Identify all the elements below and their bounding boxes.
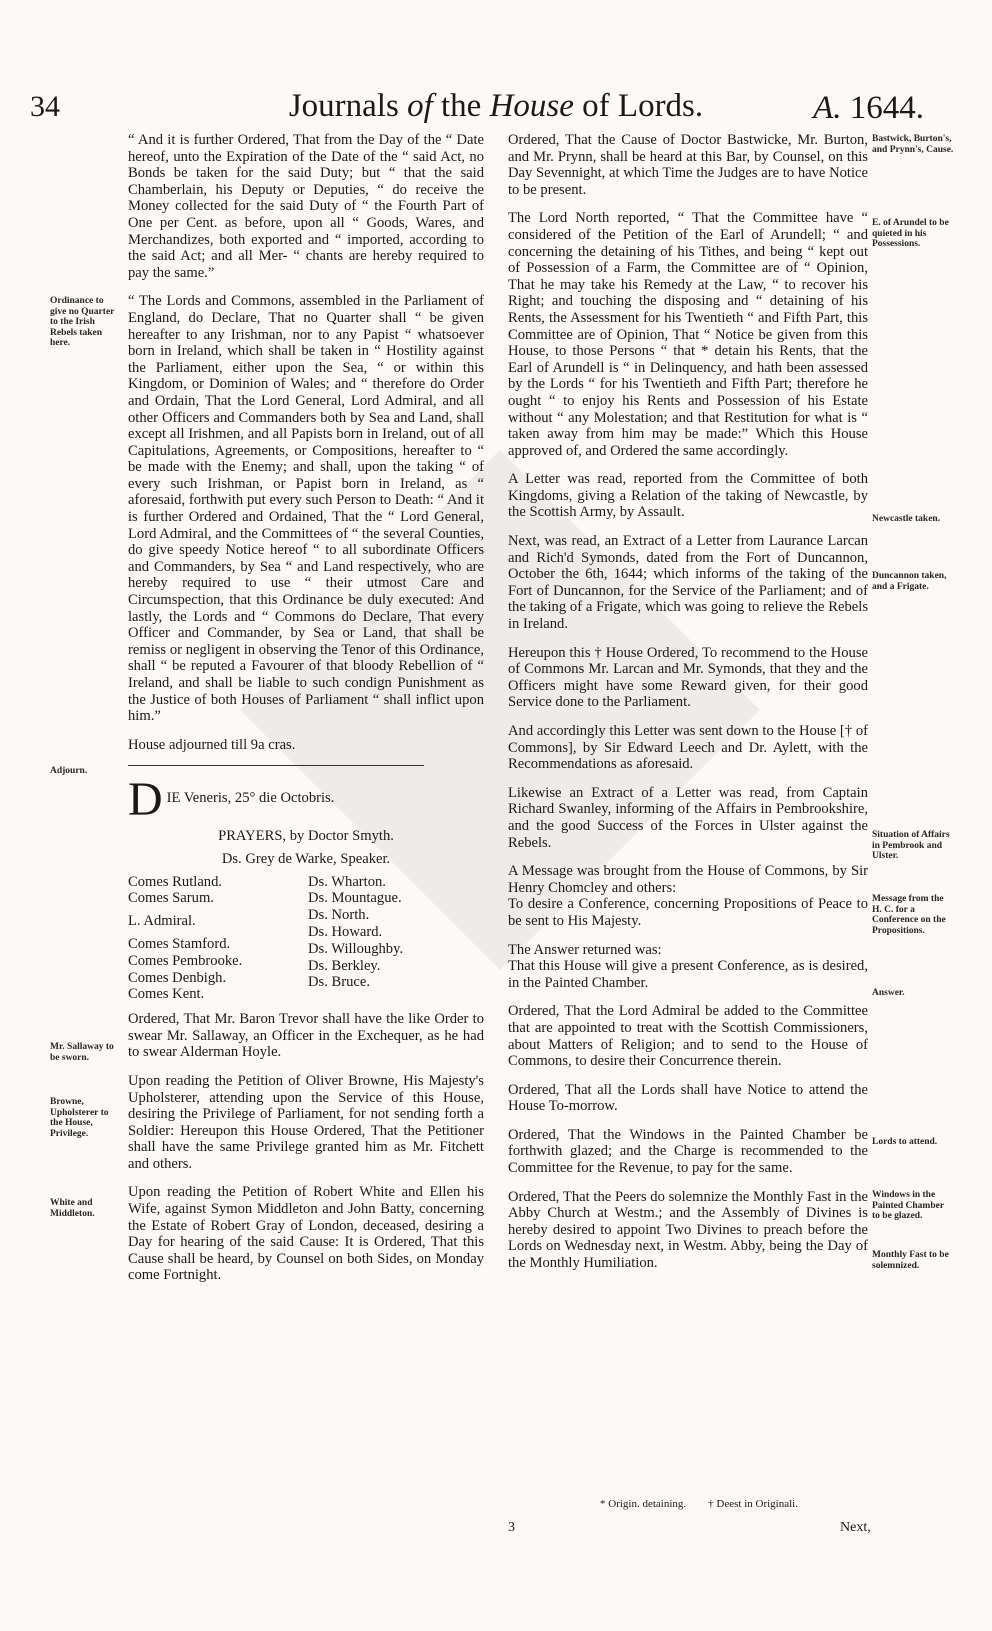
page-header bbox=[0, 60, 992, 126]
margin-note-swanley: Situation of Affairs in Pembrook and Ulster. bbox=[872, 830, 950, 861]
message-paragraph-1: A Message was brought from the House of Commons, by Sir Henry Chomcley and others: bbox=[508, 863, 868, 896]
swanley-paragraph: Likewise an Extract of a Letter was read, from Captain Richard Swanley, informing of the Affairs in Pembrookshire, and the good Success of the Forces in Ulster against the Rebels. bbox=[508, 784, 868, 851]
page-number: 34 bbox=[30, 90, 60, 123]
section-divider bbox=[128, 765, 424, 766]
margin-note-adjourn: Adjourn. bbox=[50, 766, 88, 776]
journal-title: Journals of the House of Lords. bbox=[288, 88, 704, 124]
lords-notice-paragraph: Ordered, That all the Lords shall have Notice to attend the House To-morrow. bbox=[508, 1081, 868, 1115]
answer-paragraph: That this House will give a present Conference, as is desired, in the Painted Chamber. bbox=[508, 958, 868, 991]
duncannon-paragraph: Next, was read, an Extract of a Letter from Laurance Larcan and Rich'd Symonds, dated from the Fort of Duncannon, October the 6th, 1644; which informs of the taking of the Fort of Duncannon, for the Service of the Parliament; and of the taking of a Frigate, which was going to relieve the Rebels in Ireland. bbox=[508, 533, 868, 633]
signature-mark: 3 bbox=[508, 1520, 515, 1535]
white-middleton-paragraph: Upon reading the Petition of Robert White and Ellen his Wife, against Symon Middleton and John Batty, concerning the Estate of Robert Gray of London, deceased, desiring a Day for hearing of the said Cause: It is Ordered, That this Cause shall be heard, by Counsel on both Sides, on Monday come Fortnight. bbox=[128, 1184, 484, 1284]
continued-ordinance-paragraph: “ And it is further Ordered, That from the Day of the “ Date hereof, unto the Expiration of the Date of the “ said Act, no Bonds be taken for the said Duty; but “ that the said Chamberlain, his Deputy or Deputies, “ do receive the Money collected for the said Duty of “ the Fourth Part of One per Cent. as before, upon all “ Goods, Wares, and Merchandizes, both exported and “ imported, according to the said Act; and all Mer- “ chants are hereby required to pay the same.” bbox=[128, 132, 484, 281]
footnote-2: † Deest in Originali. bbox=[708, 1498, 798, 1510]
margin-note-duncannon: Duncannon taken, and a Frigate. bbox=[872, 571, 947, 592]
margin-note-white: White and Middleton. bbox=[50, 1198, 95, 1219]
monthly-fast-paragraph: Ordered, That the Peers do solemnize the Monthly Fast in the Abby Church at Westm.; and the Assembly of Divines is hereby desired to appoint Two Divines to preach before the Lords on Wednesday next, in Westm. Abby, being the Day of the Monthly Humiliation. bbox=[508, 1188, 868, 1272]
lords-column-2: Ds. Wharton. Ds. Mountague. Ds. North. Ds. Howard. Ds. Willoughby. Ds. Berkley. Ds. Bruce. bbox=[308, 873, 404, 991]
margin-note-sallaway: Mr. Sallaway to be sworn. bbox=[50, 1042, 114, 1063]
speaker-line: Ds. Grey de Warke, Speaker. bbox=[221, 850, 391, 867]
sallaway-paragraph: Ordered, That Mr. Baron Trevor shall have the like Order to swear Mr. Sallaway, an Officer in the Exchequer, as he had to swear Alderman Hoyle. bbox=[128, 1011, 484, 1061]
day-heading: D IE Veneris, 25° die Octobris. bbox=[128, 773, 335, 827]
windows-paragraph: Ordered, That the Windows in the Painted Chamber be forthwith glazed; and the Charge is recommended to the Committee for the Revenue, to pay for the same. bbox=[508, 1126, 868, 1177]
margin-note-arundel: E. of Arundel to be quieted in his Possessions. bbox=[872, 218, 949, 249]
prayers-line: PRAYERS, by Doctor Smyth. bbox=[218, 828, 394, 845]
no-quarter-ordinance-paragraph: “ The Lords and Commons, assembled in the Parliament of England, do Declare, That no Quarter shall “ be given hereafter to any Irishman, nor to any Papist “ whatsoever born in Ireland, which shall be taken in “ Hostility against the Parliament, either upon the Sea, “ or within this Kingdom, or Dominion of Wales; and “ therefore do Order and Ordain, That the Lord General, Lord Admiral, and all other Officers and Commanders both by Sea and Land, shall except all Irishmen, and all Papists born in Ireland, out of all Capitulations, Agreements, or Compositions, hereafter to “ be made with the Enemy; and shall, upon the taking “ of every such Irishman, or Papist born in Ireland, as “ aforesaid, forthwith put every such Person to Death: “ And it is further Ordered and Ordained, That the “ Lord General, Lord Admiral, and the Committees of “ the several Counties, do give speedy Notice hereof “ to all subordinate Officers and Commanders, by Sea “ and Land respectively, who are hereby required to use “ their utmost Care and Circumspection, that this Ordinance be duly executed: And lastly, the Lords and “ Commons do Declare, That every Officer and Commander, by Sea or Land, that shall be remiss or negligent in observing the Tenor of this Ordinance, shall “ be reputed a Favourer of that bloody Rebellion of “ Ireland, and shall be liable to such condign Punishment as the Justice of both Houses of Parliament “ shall inflict upon him.” bbox=[128, 293, 484, 725]
margin-note-ordinance: Ordinance to give no Quarter to the Irish Rebels taken here. bbox=[50, 296, 115, 348]
bastwick-paragraph: Ordered, That the Cause of Doctor Bastwicke, Mr. Burton, and Mr. Prynn, shall be heard at this Bar, by Counsel, on this Day Sevennight, at which Time the Judges are to have Notice to be present. bbox=[508, 132, 868, 198]
margin-note-message: Message from the H. C. for a Conference on the Propositions. bbox=[872, 894, 946, 936]
lords-column-1: Comes Rutland. Comes Sarum. L. Admiral. Comes Stamford. Comes Pembrooke. Comes Denbigh. Comes Kent. bbox=[128, 873, 243, 1003]
accordingly-paragraph: And accordingly this Letter was sent down to the House [† of Commons], by Sir Edward Leech and Dr. Aylett, with the Recommendations as aforesaid. bbox=[508, 723, 868, 773]
lord-north-report-paragraph: The Lord North reported, “ That the Committee have “ considered of the Petition of the Earl of Arundell; “ and concerning the detaining of his Tithes, and being “ kept out of Possession of a Farm, the Committee are of “ Opinion, That he may take his Remedy at the Law, “ to recover his Right; and touching the disposing and “ detaining of his Rents, the Assessment for his Twentieth “ and Fifth Part, this Committee are of Opinion, That “ Notice be given from this House, to those Persons “ that * detain his Rents, that the Earl of Arundell is “ in Delinquency, and hath been assessed by the Lords “ for his Twentieth and Fifth Part; therefore he ought “ to enjoy his Rents and Possession of his Estate without “ any Molestation; and that Restitution for what is “ taken away from him may be made:” Which this House approved of, and Ordered the same accordingly. bbox=[508, 210, 868, 459]
footnotes bbox=[600, 1498, 900, 1510]
browne-paragraph: Upon reading the Petition of Oliver Browne, His Majesty's Upholsterer, attending upon the Service of this House, desiring the Privilege of Parliament, for not sending forth a Soldier: Hereupon this House Ordered, That the Petitioner shall have the same Privilege granted him as Mr. Fitchett and others. bbox=[128, 1072, 484, 1172]
margin-note-answer: Answer. bbox=[872, 988, 905, 998]
lord-admiral-paragraph: Ordered, That the Lord Admiral be added to the Committee that are appointed to treat with the Scottish Commissioners, about Matters of Religion; and to send to the House of Commons, to desire their Concurrence therein. bbox=[508, 1003, 868, 1070]
left-column bbox=[128, 132, 484, 1296]
answer-intro: The Answer returned was: bbox=[508, 941, 662, 958]
lords-present-list bbox=[128, 874, 484, 1004]
catchword: Next, bbox=[840, 1520, 871, 1535]
right-column bbox=[508, 132, 868, 1284]
margin-note-lords: Lords to attend. bbox=[872, 1137, 938, 1147]
adjourn-text: House adjourned till 9a cras. bbox=[128, 736, 296, 753]
newcastle-paragraph: A Letter was read, reported from the Committee of both Kingdoms, giving a Relation of the taking of Newcastle, by the Scottish Army, by Assault. bbox=[508, 471, 868, 521]
margin-note-newcastle: Newcastle taken. bbox=[872, 514, 941, 524]
hereupon-paragraph: Hereupon this † House Ordered, To recommend to the House of Commons Mr. Larcan and Mr. Symonds, that they and the Officers might have some Reward given, for their good Service done to the Parliament. bbox=[508, 644, 868, 711]
margin-note-fast: Monthly Fast to be solemnized. bbox=[872, 1250, 949, 1271]
message-paragraph-2: To desire a Conference, concerning Propositions of Peace to be sent to His Majesty. bbox=[508, 896, 868, 929]
footnote-1: * Origin. detaining. bbox=[600, 1498, 687, 1510]
margin-note-windows: Windows in the Painted Chamber to be glazed. bbox=[872, 1190, 944, 1221]
margin-note-bastwick: Bastwick, Burton's, and Prynn's, Cause. bbox=[872, 134, 954, 155]
year: A. 1644. bbox=[813, 90, 924, 126]
margin-note-browne: Browne, Upholsterer to the House, Privilege. bbox=[50, 1097, 109, 1139]
